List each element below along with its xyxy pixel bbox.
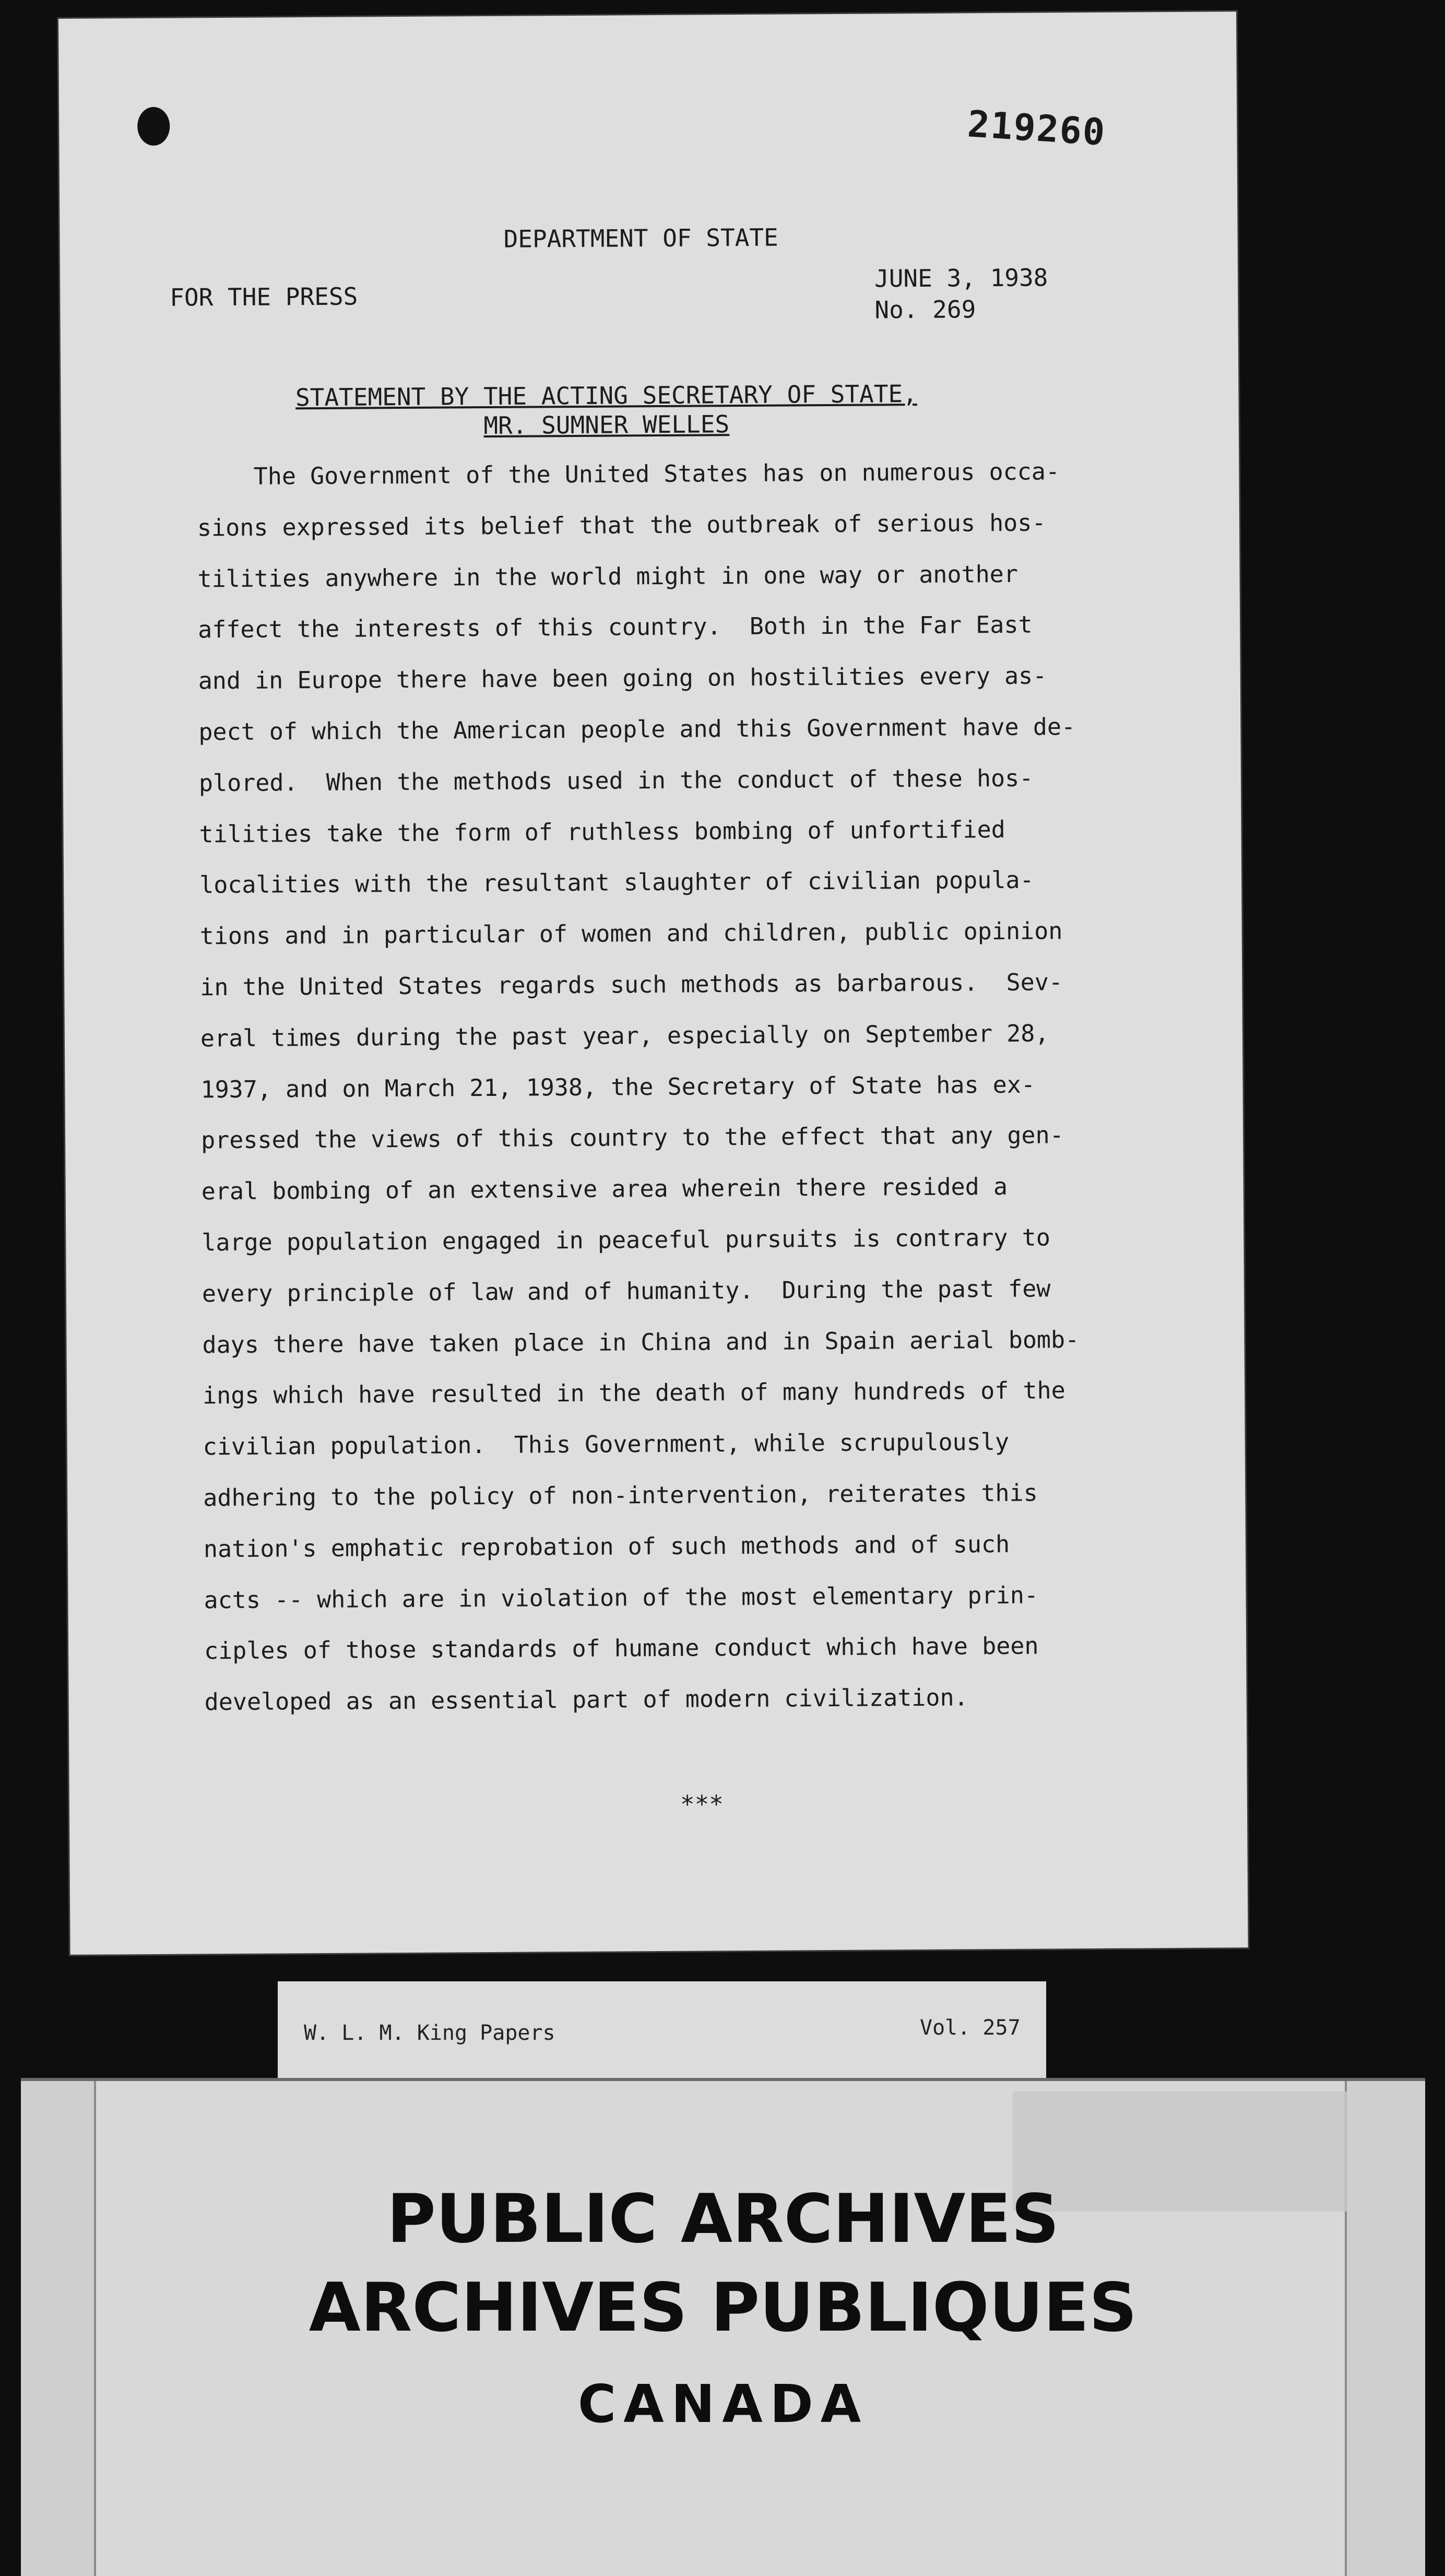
release-number: No. 269 [874,295,976,324]
body-line: ings which have resulted in the death of many hundreds of the [202,1376,1065,1410]
statement-body [197,445,1228,1728]
body-line: The Government of the United States has on numerous occa- [197,457,1060,491]
body-line: ciples of those standards of humane conduct which have been [204,1632,1039,1665]
archive-card [21,2078,1425,2576]
body-line: plored. When the methods used in the conduct of these hos- [198,764,1034,797]
statement-heading [275,379,938,442]
body-line: large population engaged in peaceful pursuits is contrary to [202,1223,1051,1257]
body-line: eral bombing of an extensive area wherein there resided a [201,1173,1008,1206]
body-line: civilian population. This Government, while scrupulously [203,1428,1010,1461]
stamp-number: 219260 [966,102,1107,154]
body-line: pressed the views of this country to the effect that any gen- [200,1121,1064,1154]
body-line: days there have taken place in China and in Spain aerial bomb- [202,1325,1080,1358]
punch-hole [137,107,170,146]
heading-line-2: MR. SUMNER WELLES [483,410,730,440]
closing-mark: *** [680,1790,724,1818]
volume-number: Vol. 257 [920,2016,1021,2040]
release-line: FOR THE PRESS [170,282,358,312]
body-line: tilities take the form of ruthless bombing of unfortified [199,815,1005,848]
body-line: affect the interests of this country. Both in the Far East [197,611,1033,644]
body-line: localities with the resultant slaughter of civilian popula- [199,866,1034,899]
body-line: tions and in particular of women and children, public opinion [199,917,1063,950]
document-page [58,11,1248,1955]
body-line: sions expressed its belief that the outbreak of serious hos- [197,509,1046,542]
body-line: developed as an essential part of modern civilization. [204,1683,968,1716]
body-line: nation's emphatic reprobation of such methods and of such [203,1530,1010,1563]
archive-country: CANADA [577,2373,869,2435]
archive-title-french: ARCHIVES PUBLIQUES [309,2269,1138,2347]
body-line: tilities anywhere in the world might in one way or another [197,560,1018,593]
body-line: every principle of law and of humanity. During the past few [202,1274,1051,1308]
body-line: 1937, and on March 21, 1938, the Secretary of State has ex- [200,1070,1036,1103]
body-line: adhering to the policy of non-intervention, reiterates this [203,1479,1038,1512]
collection-name: W. L. M. King Papers [304,2021,555,2045]
body-line: in the United States regards such methods as barbarous. Sev- [200,968,1063,1001]
department-title: DEPARTMENT OF STATE [503,223,778,253]
body-line: and in Europe there have been going on hostilities every as- [198,661,1047,695]
heading-line-1: STATEMENT BY THE ACTING SECRETARY OF STATE, [295,379,918,412]
body-line: pect of which the American people and this Government have de- [198,713,1076,746]
archive-title-english: PUBLIC ARCHIVES [387,2180,1059,2258]
body-line: acts -- which are in violation of the most elementary prin- [204,1581,1039,1614]
release-date: JUNE 3, 1938 [874,263,1048,293]
volume-label [278,1981,1046,2094]
body-line: eral times during the past year, especially on September 28, [200,1019,1049,1053]
